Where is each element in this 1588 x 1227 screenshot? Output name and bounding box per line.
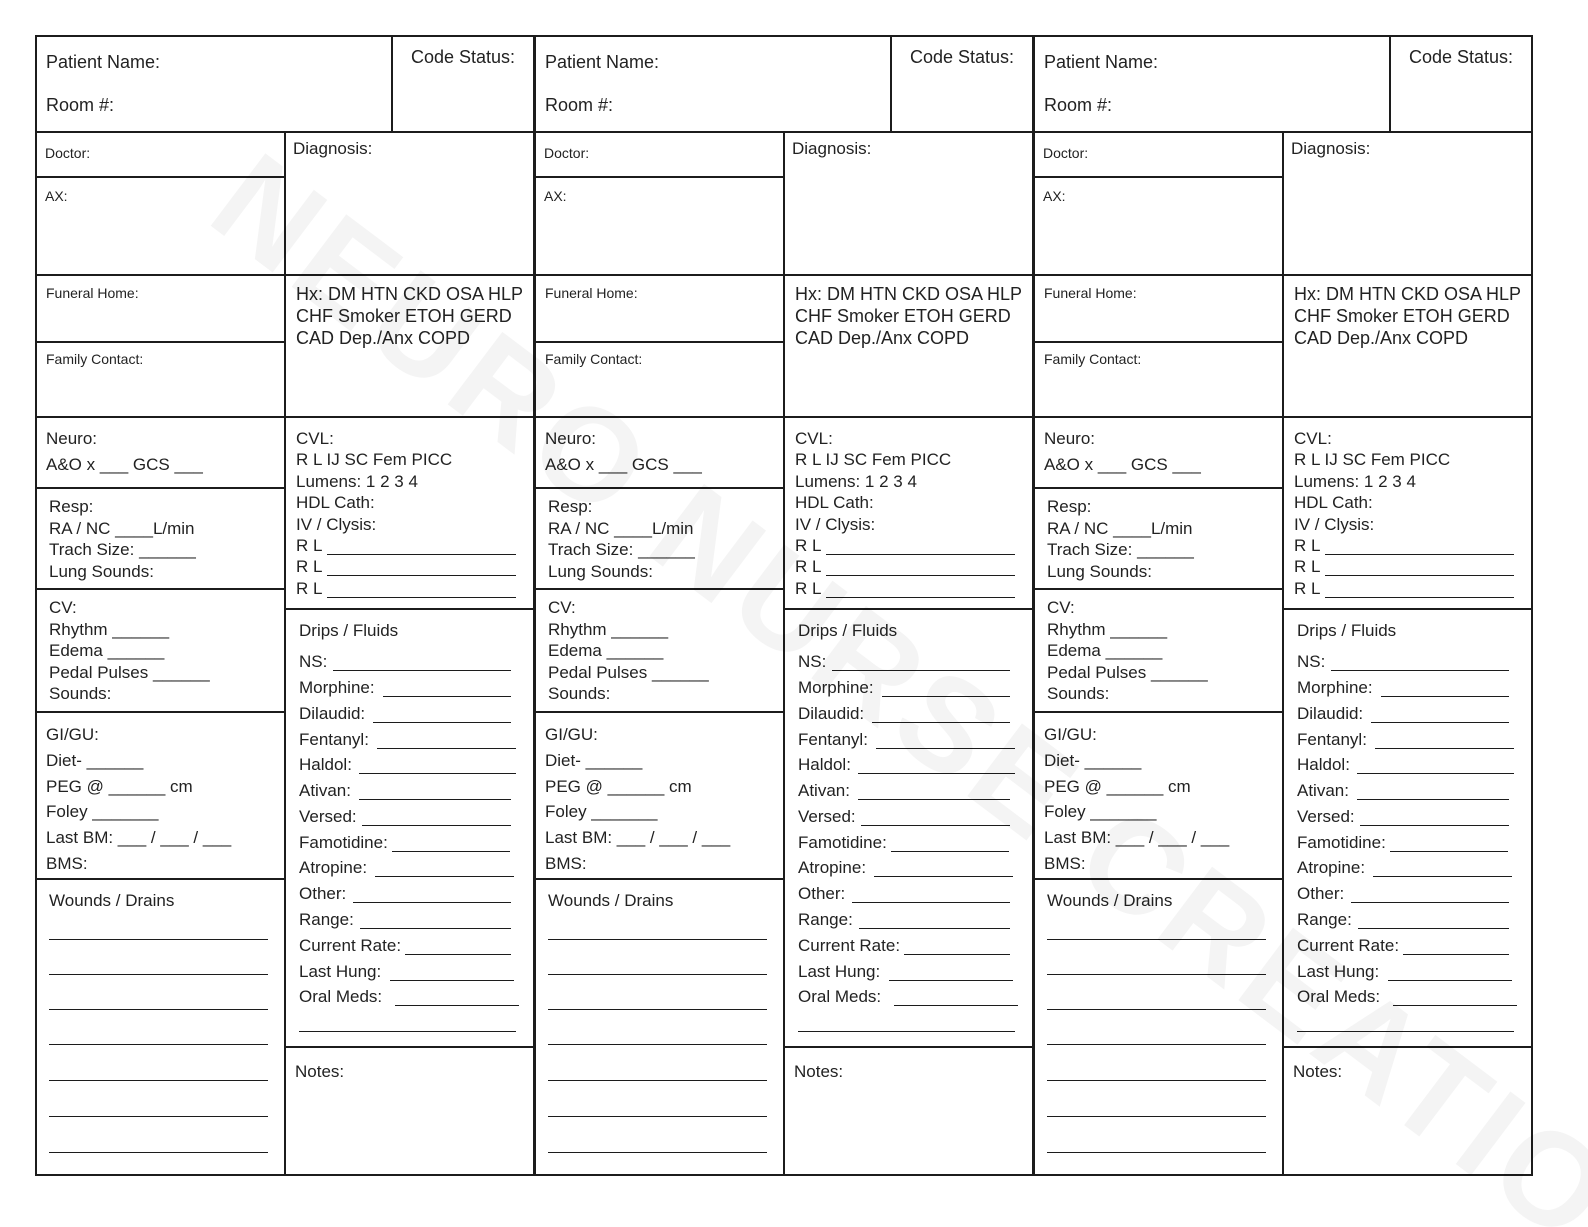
drip-oral-meds-label: Oral Meds:: [798, 987, 882, 1006]
drips-divider: [783, 1046, 1034, 1048]
drip-dilaudid-blank: [1371, 722, 1509, 723]
neuro-orientation-gcs: A&O x ___ GCS ___: [545, 455, 702, 474]
drips-divider: [284, 1046, 535, 1048]
ax-divider: [35, 274, 535, 276]
drip-range-blank: [859, 928, 1010, 929]
cv-heading: CV:: [548, 598, 576, 617]
wounds-line: [49, 1116, 268, 1117]
drip-haldol-label: Haldol:: [1297, 755, 1350, 774]
doctor-label: Doctor:: [45, 145, 91, 161]
patient-section-3: [1033, 35, 1533, 1176]
drip-versed-label: Versed:: [299, 807, 357, 826]
cvl-iv-clysis: IV / Clysis:: [296, 515, 377, 534]
drip-other-blank: [353, 902, 511, 903]
drip-dilaudid-blank: [373, 722, 511, 723]
ax-label: AX:: [544, 188, 567, 204]
drip-famotidine-label: Famotidine:: [299, 833, 388, 852]
drip-range-label: Range:: [798, 910, 853, 929]
hx-line-3: CAD Dep./Anx COPD: [795, 328, 970, 348]
funeral-home-label: Funeral Home:: [1044, 285, 1137, 301]
cv-sounds: Sounds:: [548, 684, 611, 703]
funeral-divider: [534, 341, 784, 343]
wounds-drains-heading: Wounds / Drains: [548, 891, 674, 910]
cv-rhythm: Rhythm ______: [49, 620, 170, 639]
drip-haldol-blank: [858, 773, 1015, 774]
code-status-divider: [391, 35, 393, 132]
wounds-line: [548, 1152, 767, 1153]
diagnosis-label: Diagnosis:: [792, 139, 872, 158]
patient-name-label: Patient Name:: [46, 52, 161, 72]
drip-range-blank: [1358, 928, 1509, 929]
wounds-line: [49, 1152, 268, 1153]
cvl-hdl-cath: HDL Cath:: [795, 493, 874, 512]
iv-line-blank: [327, 575, 516, 576]
column-divider: [1282, 131, 1284, 1176]
cv-heading: CV:: [1047, 598, 1075, 617]
border-left: [35, 35, 37, 1176]
column-divider: [284, 131, 286, 1176]
wounds-line: [548, 1080, 767, 1081]
gigu-heading: GI/GU:: [46, 725, 99, 744]
cvl-divider: [284, 608, 535, 610]
iv-line-label: R L: [1294, 557, 1321, 576]
drips-fluids-heading: Drips / Fluids: [798, 621, 898, 640]
drips-fluids-heading: Drips / Fluids: [299, 621, 399, 640]
hx-line-1: Hx: DM HTN CKD OSA HLP: [296, 284, 524, 304]
ax-divider: [1033, 274, 1533, 276]
resp-trach-size: Trach Size: ______: [548, 540, 695, 559]
gigu-divider: [1033, 878, 1283, 880]
drip-last-hung-blank: [889, 980, 1013, 981]
drip-current-rate-blank: [1403, 954, 1509, 955]
gigu-foley: Foley _______: [545, 802, 658, 821]
neuro-divider: [534, 487, 784, 489]
family-divider: [35, 416, 535, 418]
iv-line-blank: [1325, 597, 1514, 598]
cv-pedal-pulses: Pedal Pulses ______: [49, 663, 210, 682]
iv-line-label: R L: [795, 579, 822, 598]
cvl-lumens: Lumens: 1 2 3 4: [795, 472, 917, 491]
iv-line-blank: [327, 554, 516, 555]
drip-atropine-label: Atropine:: [299, 858, 368, 877]
cv-edema: Edema ______: [548, 641, 664, 660]
drip-ativan-label: Ativan:: [299, 781, 351, 800]
resp-oxygen: RA / NC ____L/min: [1047, 519, 1193, 538]
drip-ns-blank: [333, 670, 511, 671]
drip-last-hung-blank: [1388, 980, 1512, 981]
drip-haldol-label: Haldol:: [798, 755, 851, 774]
drip-versed-blank: [861, 825, 1010, 826]
iv-line-label: R L: [1294, 579, 1321, 598]
drip-ns-label: NS:: [798, 652, 827, 671]
cvl-lumens: Lumens: 1 2 3 4: [1294, 472, 1416, 491]
gigu-peg: PEG @ ______ cm: [46, 777, 193, 796]
resp-lung-sounds: Lung Sounds:: [49, 562, 154, 581]
drip-other-blank: [852, 902, 1010, 903]
hx-line-3: CAD Dep./Anx COPD: [296, 328, 471, 348]
code-status-label: Code Status:: [910, 47, 1015, 67]
border-right: [1531, 35, 1533, 1176]
hx-line-1: Hx: DM HTN CKD OSA HLP: [795, 284, 1023, 304]
cv-divider: [534, 711, 784, 713]
drip-ns-label: NS:: [299, 652, 328, 671]
drip-morphine-blank: [383, 696, 511, 697]
cvl-iv-clysis: IV / Clysis:: [795, 515, 876, 534]
drip-dilaudid-label: Dilaudid:: [798, 704, 865, 723]
cvl-sites: R L IJ SC Fem PICC: [1294, 450, 1451, 469]
drip-versed-label: Versed:: [798, 807, 856, 826]
drip-ns-blank: [832, 670, 1010, 671]
iv-line-blank: [1325, 554, 1514, 555]
wounds-line: [548, 1009, 767, 1010]
gigu-heading: GI/GU:: [1044, 725, 1097, 744]
gigu-bms: BMS:: [46, 854, 88, 873]
doctor-divider: [1033, 176, 1283, 178]
drip-fentanyl-blank: [1375, 748, 1514, 749]
drip-ativan-blank: [858, 799, 1010, 800]
neuro-heading: Neuro:: [1044, 429, 1096, 448]
drip-fentanyl-label: Fentanyl:: [798, 730, 868, 749]
drip-oral-meds-blank: [894, 1005, 1018, 1006]
drip-ativan-label: Ativan:: [798, 781, 850, 800]
funeral-divider: [35, 341, 285, 343]
code-status-divider: [890, 35, 892, 132]
cvl-hdl-cath: HDL Cath:: [296, 493, 375, 512]
cvl-heading: CVL:: [795, 429, 833, 448]
drips-fluids-heading: Drips / Fluids: [1297, 621, 1397, 640]
drip-dilaudid-label: Dilaudid:: [299, 704, 366, 723]
notes-label: Notes:: [794, 1062, 844, 1081]
iv-line-label: R L: [795, 557, 822, 576]
code-status-label: Code Status:: [411, 47, 516, 67]
wounds-line: [49, 974, 268, 975]
cv-sounds: Sounds:: [49, 684, 112, 703]
drip-atropine-blank: [874, 876, 1013, 877]
gigu-bms: BMS:: [545, 854, 587, 873]
wounds-line: [548, 1116, 767, 1117]
cv-edema: Edema ______: [1047, 641, 1163, 660]
hx-line-2: CHF Smoker ETOH GERD: [795, 306, 1011, 326]
cvl-sites: R L IJ SC Fem PICC: [296, 450, 453, 469]
drip-haldol-blank: [1357, 773, 1514, 774]
room-label: Room #:: [1044, 95, 1113, 115]
border-top: [1033, 35, 1533, 37]
wounds-line: [49, 1080, 268, 1081]
ax-label: AX:: [45, 188, 68, 204]
wounds-line: [1047, 1009, 1266, 1010]
ax-label: AX:: [1043, 188, 1066, 204]
cvl-divider: [1282, 608, 1533, 610]
drip-oral-meds-blank: [1393, 1005, 1517, 1006]
cvl-iv-clysis: IV / Clysis:: [1294, 515, 1375, 534]
drip-extra-blank: [299, 1031, 516, 1032]
cvl-sites: R L IJ SC Fem PICC: [795, 450, 952, 469]
drip-extra-blank: [1297, 1031, 1514, 1032]
drip-fentanyl-blank: [377, 748, 516, 749]
cv-pedal-pulses: Pedal Pulses ______: [1047, 663, 1208, 682]
drip-last-hung-label: Last Hung:: [1297, 962, 1380, 981]
iv-line-blank: [1325, 575, 1514, 576]
hx-line-2: CHF Smoker ETOH GERD: [1294, 306, 1510, 326]
resp-divider: [534, 588, 784, 590]
doctor-label: Doctor:: [544, 145, 590, 161]
resp-oxygen: RA / NC ____L/min: [548, 519, 694, 538]
drip-current-rate-blank: [904, 954, 1010, 955]
wounds-line: [1047, 1116, 1266, 1117]
border-top: [35, 35, 535, 37]
gigu-divider: [534, 878, 784, 880]
drip-range-blank: [360, 928, 511, 929]
drip-famotidine-label: Famotidine:: [798, 833, 887, 852]
cv-sounds: Sounds:: [1047, 684, 1110, 703]
wounds-drains-heading: Wounds / Drains: [1047, 891, 1173, 910]
wounds-line: [49, 939, 268, 940]
gigu-heading: GI/GU:: [545, 725, 598, 744]
neuro-heading: Neuro:: [46, 429, 98, 448]
drip-morphine-label: Morphine:: [299, 678, 375, 697]
room-label: Room #:: [545, 95, 614, 115]
drip-ns-label: NS:: [1297, 652, 1326, 671]
gigu-peg: PEG @ ______ cm: [1044, 777, 1191, 796]
code-status-label: Code Status:: [1409, 47, 1514, 67]
iv-line-label: R L: [1294, 536, 1321, 555]
drip-famotidine-blank: [392, 851, 510, 852]
resp-heading: Resp:: [548, 497, 593, 516]
gigu-diet: Diet- ______: [46, 751, 144, 770]
drip-atropine-label: Atropine:: [1297, 858, 1366, 877]
drip-ativan-blank: [1357, 799, 1509, 800]
resp-lung-sounds: Lung Sounds:: [1047, 562, 1152, 581]
patient-section-2: [534, 35, 1034, 1176]
gigu-foley: Foley _______: [1044, 802, 1157, 821]
wounds-line: [1047, 939, 1266, 940]
patient-name-label: Patient Name:: [1044, 52, 1159, 72]
resp-oxygen: RA / NC ____L/min: [49, 519, 195, 538]
cvl-heading: CVL:: [296, 429, 334, 448]
drip-other-label: Other:: [1297, 884, 1345, 903]
drip-current-rate-label: Current Rate:: [1297, 936, 1400, 955]
drip-atropine-blank: [1373, 876, 1512, 877]
drip-other-label: Other:: [299, 884, 347, 903]
drip-morphine-label: Morphine:: [798, 678, 874, 697]
cvl-lumens: Lumens: 1 2 3 4: [296, 472, 418, 491]
resp-heading: Resp:: [1047, 497, 1092, 516]
wounds-line: [1047, 1044, 1266, 1045]
cv-rhythm: Rhythm ______: [1047, 620, 1168, 639]
notes-label: Notes:: [295, 1062, 345, 1081]
drip-atropine-blank: [375, 876, 514, 877]
notes-label: Notes:: [1293, 1062, 1343, 1081]
wounds-line: [49, 1044, 268, 1045]
drip-other-label: Other:: [798, 884, 846, 903]
drip-atropine-label: Atropine:: [798, 858, 867, 877]
gigu-diet: Diet- ______: [1044, 751, 1142, 770]
drip-dilaudid-blank: [872, 722, 1010, 723]
neuro-orientation-gcs: A&O x ___ GCS ___: [46, 455, 203, 474]
family-contact-label: Family Contact:: [545, 351, 643, 367]
cv-heading: CV:: [49, 598, 77, 617]
resp-trach-size: Trach Size: ______: [49, 540, 196, 559]
drip-extra-blank: [798, 1031, 1015, 1032]
iv-line-blank: [826, 554, 1015, 555]
patient-name-label: Patient Name:: [545, 52, 660, 72]
drip-dilaudid-label: Dilaudid:: [1297, 704, 1364, 723]
room-label: Room #:: [46, 95, 115, 115]
iv-line-label: R L: [795, 536, 822, 555]
family-contact-label: Family Contact:: [46, 351, 144, 367]
family-divider: [1033, 416, 1533, 418]
iv-line-blank: [826, 597, 1015, 598]
drip-current-rate-label: Current Rate:: [798, 936, 901, 955]
drip-other-blank: [1351, 902, 1509, 903]
drip-haldol-label: Haldol:: [299, 755, 352, 774]
drip-range-label: Range:: [1297, 910, 1352, 929]
gigu-peg: PEG @ ______ cm: [545, 777, 692, 796]
cv-edema: Edema ______: [49, 641, 165, 660]
iv-line-blank: [826, 575, 1015, 576]
iv-line-label: R L: [296, 579, 323, 598]
wounds-line: [548, 939, 767, 940]
gigu-divider: [35, 878, 285, 880]
gigu-foley: Foley _______: [46, 802, 159, 821]
wounds-line: [1047, 1080, 1266, 1081]
drip-oral-meds-blank: [395, 1005, 519, 1006]
cvl-divider: [783, 608, 1034, 610]
drip-current-rate-blank: [405, 954, 511, 955]
family-contact-label: Family Contact:: [1044, 351, 1142, 367]
iv-line-blank: [327, 597, 516, 598]
neuro-divider: [35, 487, 285, 489]
border-left: [1033, 35, 1035, 1176]
funeral-home-label: Funeral Home:: [46, 285, 139, 301]
gigu-last-bm: Last BM: ___ / ___ / ___: [46, 828, 232, 847]
cv-divider: [35, 711, 285, 713]
resp-heading: Resp:: [49, 497, 94, 516]
neuro-divider: [1033, 487, 1283, 489]
drip-last-hung-label: Last Hung:: [299, 962, 382, 981]
cv-pedal-pulses: Pedal Pulses ______: [548, 663, 709, 682]
drip-last-hung-label: Last Hung:: [798, 962, 881, 981]
hx-line-1: Hx: DM HTN CKD OSA HLP: [1294, 284, 1522, 304]
drip-current-rate-label: Current Rate:: [299, 936, 402, 955]
hx-line-3: CAD Dep./Anx COPD: [1294, 328, 1469, 348]
resp-trach-size: Trach Size: ______: [1047, 540, 1194, 559]
resp-divider: [1033, 588, 1283, 590]
gigu-diet: Diet- ______: [545, 751, 643, 770]
patient-section-1: [35, 35, 535, 1176]
drip-famotidine-blank: [891, 851, 1009, 852]
doctor-divider: [35, 176, 285, 178]
diagnosis-label: Diagnosis:: [293, 139, 373, 158]
drip-ns-blank: [1331, 670, 1509, 671]
drip-ativan-label: Ativan:: [1297, 781, 1349, 800]
neuro-orientation-gcs: A&O x ___ GCS ___: [1044, 455, 1201, 474]
drip-range-label: Range:: [299, 910, 354, 929]
neuro-heading: Neuro:: [545, 429, 597, 448]
wounds-line: [548, 1044, 767, 1045]
wounds-line: [49, 1009, 268, 1010]
resp-lung-sounds: Lung Sounds:: [548, 562, 653, 581]
funeral-home-label: Funeral Home:: [545, 285, 638, 301]
drips-divider: [1282, 1046, 1533, 1048]
drip-versed-label: Versed:: [1297, 807, 1355, 826]
drip-fentanyl-blank: [876, 748, 1015, 749]
iv-line-label: R L: [296, 536, 323, 555]
drip-morphine-blank: [1381, 696, 1509, 697]
drip-morphine-label: Morphine:: [1297, 678, 1373, 697]
doctor-divider: [534, 176, 784, 178]
funeral-divider: [1033, 341, 1283, 343]
wounds-line: [548, 974, 767, 975]
cv-divider: [1033, 711, 1283, 713]
cvl-heading: CVL:: [1294, 429, 1332, 448]
resp-divider: [35, 588, 285, 590]
drip-versed-blank: [362, 825, 511, 826]
wounds-line: [1047, 974, 1266, 975]
drip-versed-blank: [1360, 825, 1509, 826]
drip-famotidine-blank: [1390, 851, 1508, 852]
column-divider: [783, 131, 785, 1176]
diagnosis-label: Diagnosis:: [1291, 139, 1371, 158]
family-divider: [534, 416, 1034, 418]
drip-oral-meds-label: Oral Meds:: [299, 987, 383, 1006]
iv-line-label: R L: [296, 557, 323, 576]
cvl-hdl-cath: HDL Cath:: [1294, 493, 1373, 512]
doctor-label: Doctor:: [1043, 145, 1089, 161]
ax-divider: [534, 274, 1034, 276]
drip-famotidine-label: Famotidine:: [1297, 833, 1386, 852]
border-top: [534, 35, 1034, 37]
cv-rhythm: Rhythm ______: [548, 620, 669, 639]
drip-haldol-blank: [359, 773, 516, 774]
code-status-divider: [1389, 35, 1391, 132]
gigu-bms: BMS:: [1044, 854, 1086, 873]
drip-last-hung-blank: [390, 980, 514, 981]
wounds-line: [1047, 1152, 1266, 1153]
drip-ativan-blank: [359, 799, 511, 800]
drip-oral-meds-label: Oral Meds:: [1297, 987, 1381, 1006]
drip-morphine-blank: [882, 696, 1010, 697]
hx-line-2: CHF Smoker ETOH GERD: [296, 306, 512, 326]
border-left: [534, 35, 536, 1176]
drip-fentanyl-label: Fentanyl:: [1297, 730, 1367, 749]
gigu-last-bm: Last BM: ___ / ___ / ___: [1044, 828, 1230, 847]
gigu-last-bm: Last BM: ___ / ___ / ___: [545, 828, 731, 847]
wounds-drains-heading: Wounds / Drains: [49, 891, 175, 910]
drip-fentanyl-label: Fentanyl:: [299, 730, 369, 749]
